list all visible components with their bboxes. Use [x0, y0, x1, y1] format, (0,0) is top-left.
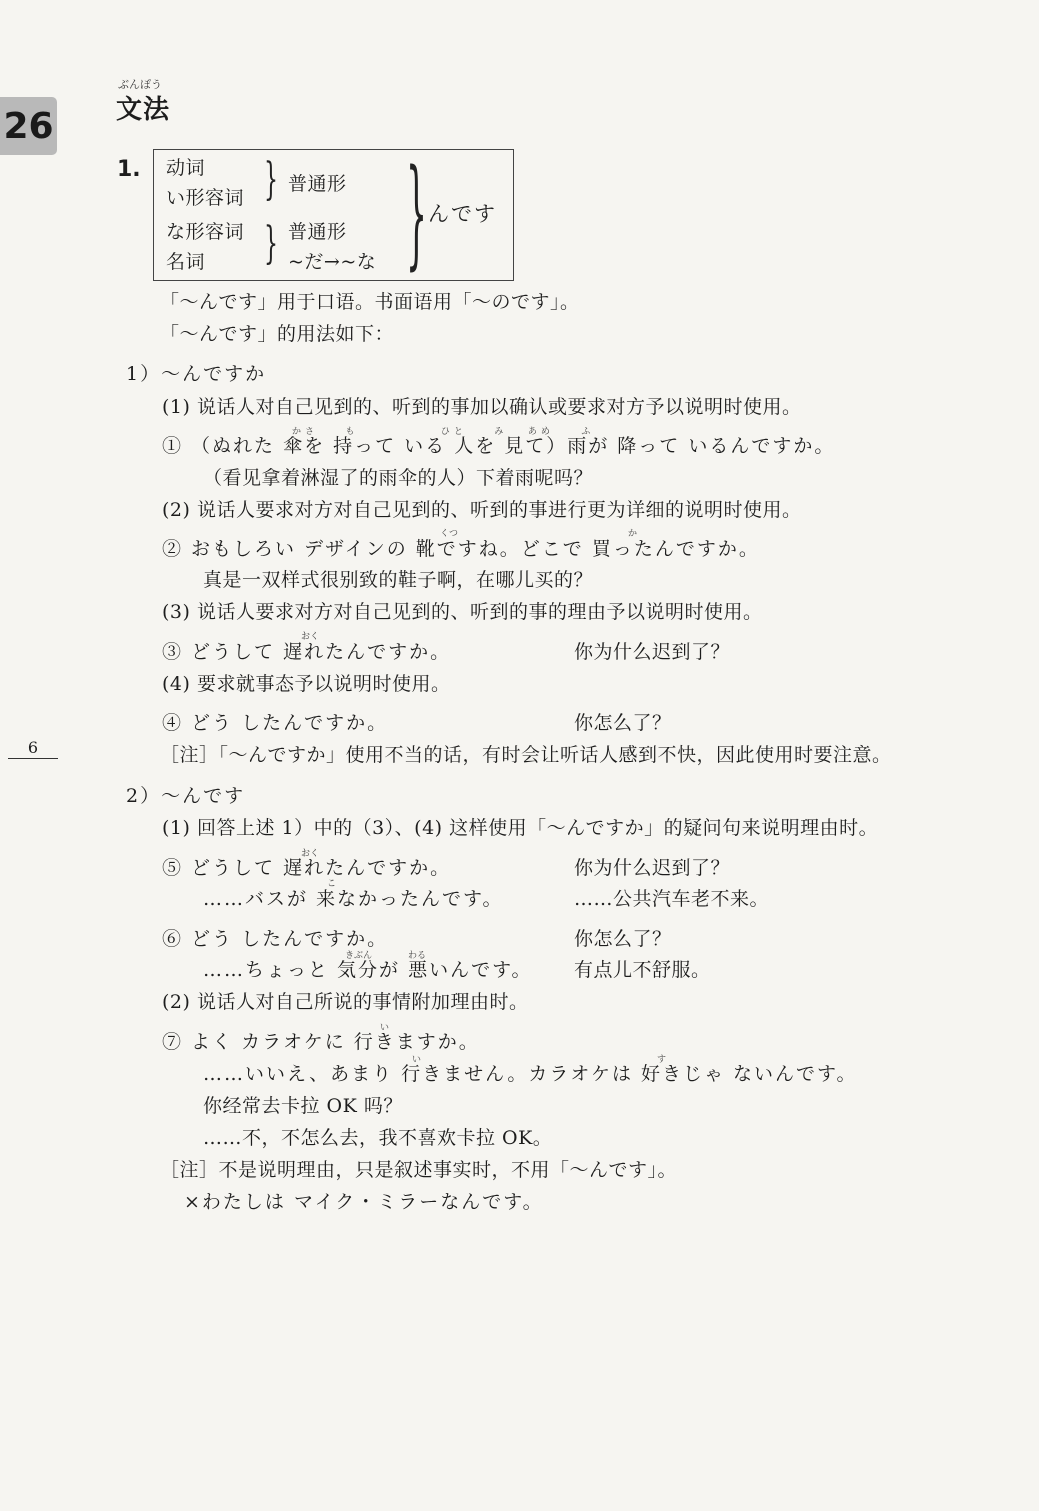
- ex5-ruby-2: こ: [327, 879, 337, 889]
- intro-2: 「～んです」的用法如下：: [160, 323, 395, 345]
- example-5-jp-a: ……バスが 来なかったんです。: [203, 888, 504, 910]
- part1-usage-4: (4) 要求就事态予以说明时使用。: [162, 673, 451, 695]
- brace-big: }: [406, 143, 428, 281]
- ex5-ruby-1: おく: [301, 849, 320, 859]
- box-i-adj: い形容词: [166, 187, 245, 209]
- ex2-ruby: くつ か: [440, 529, 638, 539]
- example-4-jp: ④ どう したんですか。: [162, 712, 389, 734]
- ex7-ruby-2: い す: [412, 1055, 667, 1065]
- page-number: 6: [8, 738, 58, 759]
- part2-usage-1: (1) 回答上述 1）中的（3）、(4) 这样使用「～んですか」的疑问句来说明理由时。: [162, 817, 879, 839]
- part2-heading: 2）～んです: [126, 785, 246, 807]
- example-3-jp: ③ どうして 遅れたんですか。: [162, 641, 452, 663]
- part1-heading: 1）～んですか: [126, 363, 267, 385]
- page-title: 文法: [116, 95, 171, 125]
- wrong-example: ×わたしは マイク・ミラーなんです。: [184, 1191, 544, 1213]
- ex6-ruby: きぶん わる: [345, 951, 427, 961]
- box-da-na: ~だ→~な: [288, 251, 377, 273]
- box-verb: 动词: [166, 157, 206, 179]
- example-6-zh-q: 你怎么了？: [574, 928, 672, 950]
- example-5-zh-q: 你为什么迟到了？: [574, 857, 731, 879]
- part2-note: ［注］不是说明理由，只是叙述事实时，不用「～んです」。: [160, 1159, 678, 1181]
- ex7-ruby-1: い: [380, 1023, 390, 1033]
- form-box: [153, 143, 514, 281]
- box-plain-form-2: 普通形: [288, 221, 347, 243]
- part1-usage-3: (3) 说话人要求对方对自己见到的、听到的事的理由予以说明时使用。: [162, 601, 763, 623]
- part1-usage-1: (1) 说话人对自己见到的、听到的事加以确认或要求对方予以说明时使用。: [162, 396, 802, 418]
- example-7-jp-a: ……いいえ、あまり 行きません。カラオケは 好きじゃ ないんです。: [203, 1063, 858, 1085]
- box-ndesu: んです: [428, 202, 497, 226]
- example-7-zh-a: ……不，不怎么去，我不喜欢卡拉 OK。: [203, 1127, 553, 1149]
- part2-usage-2: (2) 说话人对自己所说的事情附加理由时。: [162, 991, 529, 1013]
- example-5-zh-a: ……公共汽车老不来。: [574, 888, 770, 910]
- box-plain-form-1: 普通形: [288, 173, 347, 195]
- example-5-jp-q: ⑤ どうして 遅れたんですか。: [162, 857, 452, 879]
- example-7-jp-q: ⑦ よく カラオケに 行きますか。: [162, 1031, 480, 1053]
- example-6-jp-a: ……ちょっと 気分が 悪いんです。: [203, 959, 533, 981]
- example-6-zh-a: 有点儿不舒服。: [574, 959, 711, 981]
- example-1-jp: ① （ぬれた 傘を 持って いる 人を 見て）雨が 降って いるんですか。: [162, 435, 836, 457]
- brace-1: }: [264, 154, 278, 205]
- ex3-ruby: おく: [301, 632, 320, 642]
- example-7-zh-q: 你经常去卡拉 OK 吗？: [203, 1095, 403, 1117]
- ex1-ruby: かさ も ひと み あめ ふ: [292, 427, 595, 437]
- title-ruby: ぶんぽう: [118, 78, 162, 91]
- example-6-jp-q: ⑥ どう したんですか。: [162, 928, 389, 950]
- example-2-jp: ② おもしろい デザインの 靴ですね。どこで 買ったんですか。: [162, 538, 760, 560]
- example-4-zh: 你怎么了？: [574, 712, 672, 734]
- part1-note: ［注］「～んですか」使用不当的话，有时会让听话人感到不快，因此使用时要注意。: [160, 744, 892, 766]
- part1-usage-2: (2) 说话人要求对方对自己见到的、听到的事进行更为详细的说明时使用。: [162, 499, 802, 521]
- example-3-zh: 你为什么迟到了？: [574, 641, 731, 663]
- example-1-zh: （看见拿着淋湿了的雨伞的人）下着雨呢吗？: [203, 467, 594, 489]
- intro-1: 「～んです」用于口语。书面语用「～のです」。: [160, 291, 580, 313]
- section-number: 1.: [117, 157, 141, 182]
- brace-2: }: [264, 218, 278, 269]
- chapter-tab: 26: [0, 97, 57, 155]
- box-na-adj: な形容词: [166, 221, 245, 243]
- box-noun: 名词: [166, 251, 206, 273]
- example-2-zh: 真是一双样式很别致的鞋子啊，在哪儿买的？: [203, 569, 594, 591]
